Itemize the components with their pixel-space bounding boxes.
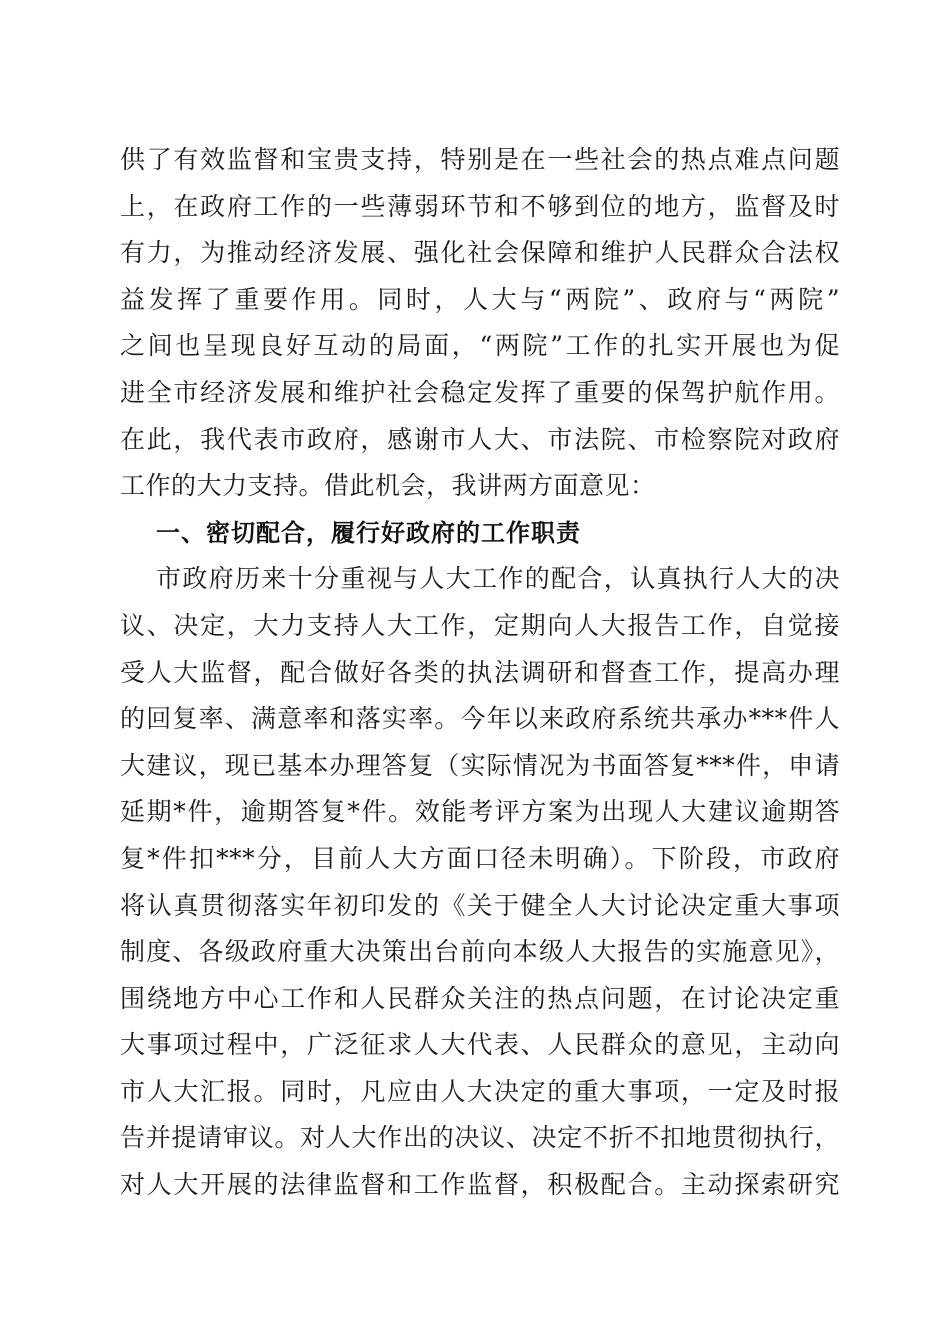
text-line: 在此，我代表市政府，感谢市人大、市法院、市检察院对政府 [120, 424, 840, 454]
text-line: 大事项过程中，广泛征求人大代表、人民群众的意见，主动向 [120, 1030, 840, 1060]
text-line: 有力，为推动经济发展、强化社会保障和维护人民群众合法权 [120, 238, 840, 268]
text-line: 进全市经济发展和维护社会稳定发挥了重要的保驾护航作用。 [120, 377, 840, 407]
text-line: 受人大监督，配合做好各类的执法调研和督查工作，提高办理 [120, 657, 840, 687]
text-line: 将认真贯彻落实年初印发的《关于健全人大讨论决定重大事项 [120, 890, 840, 920]
paragraph-1 [120, 137, 840, 510]
text-line: 之间也呈现良好互动的局面，“两院”工作的扎实开展也为促 [120, 331, 840, 361]
text-line: 制度、各级政府重大决策出台前向本级人大报告的实施意见》， [120, 937, 840, 967]
text-line: 议、决定，大力支持人大工作，定期向人大报告工作，自觉接 [120, 610, 840, 640]
text-line: 围绕地方中心工作和人民群众关注的热点问题，在讨论决定重 [120, 983, 840, 1013]
text-line: 供了有效监督和宝贵支持，特别是在一些社会的热点难点问题 [120, 145, 840, 174]
section-heading: 一、密切配合，履行好政府的工作职责 [156, 518, 581, 547]
text-line: 对人大开展的法律监督和工作监督，积极配合。主动探索研究 [120, 1170, 840, 1200]
text-line: 大建议，现已基本办理答复（实际情况为书面答复***件，申请 [120, 750, 840, 780]
text-line: 市人大汇报。同时，凡应由人大决定的重大事项，一定及时报 [120, 1076, 840, 1106]
document-body [120, 137, 840, 1209]
text-line: 告并提请审议。对人大作出的决议、决定不折不扣地贯彻执行， [120, 1123, 840, 1153]
text-line: 工作的大力支持。借此机会，我讲两方面意见： [120, 471, 656, 501]
text-line: 延期*件，逾期答复*件。效能考评方案为出现人大建议逾期答 [120, 797, 840, 827]
paragraph-2 [120, 556, 840, 1208]
text-line: 复*件扣***分，目前人大方面口径未明确）。下阶段，市政府 [120, 843, 840, 873]
text-line: 益发挥了重要作用。同时，人大与“两院”、政府与“两院” [120, 284, 840, 314]
text-line: 上，在政府工作的一些薄弱环节和不够到位的地方，监督及时 [120, 191, 840, 221]
text-line: 市政府历来十分重视与人大工作的配合，认真执行人大的决 [156, 564, 840, 594]
text-line: 的回复率、满意率和落实率。今年以来政府系统共承办***件人 [120, 704, 840, 734]
